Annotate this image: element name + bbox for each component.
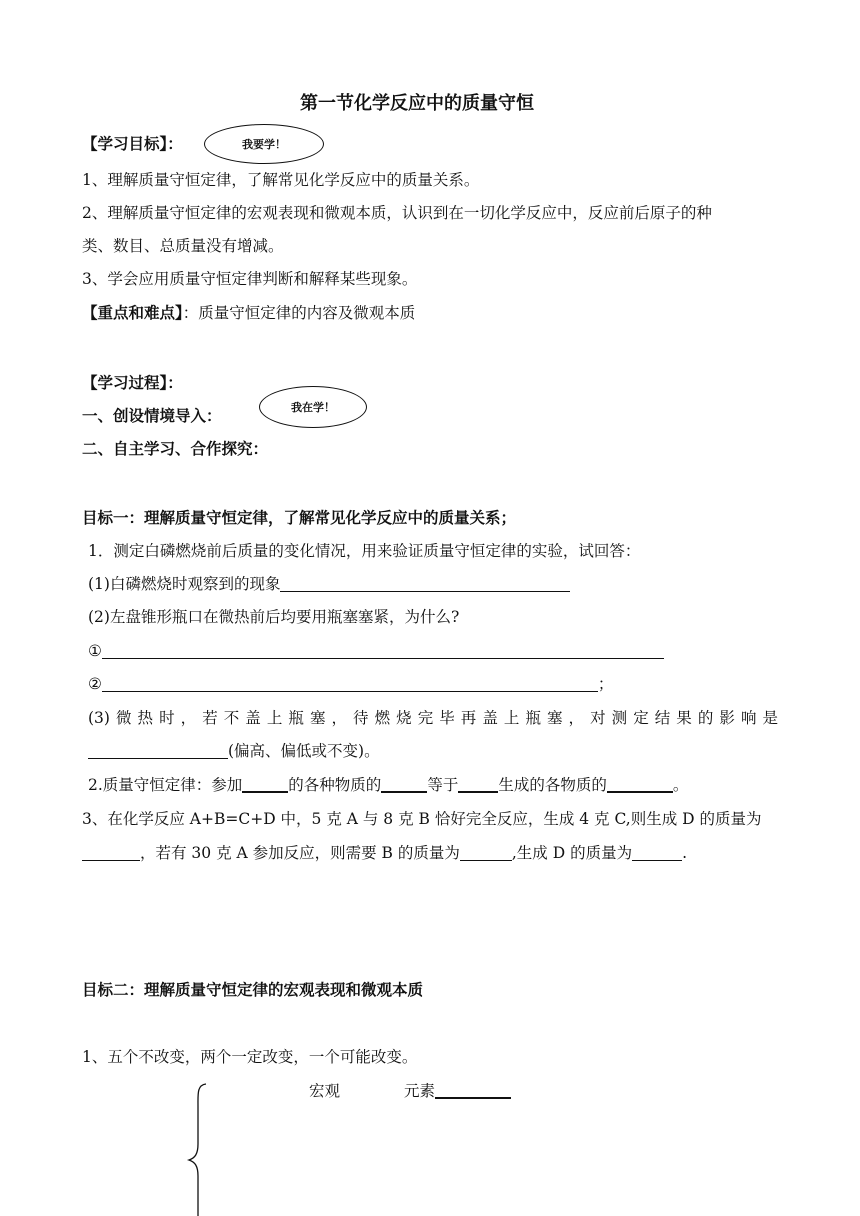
question-2 bbox=[88, 774, 688, 796]
question-1b: (2)左盘锥形瓶口在微热前后均要用瓶塞塞紧，为什么? bbox=[88, 608, 460, 626]
target-2-heading: 目标二：理解质量守恒定律的宏观表现和微观本质 bbox=[82, 981, 424, 999]
curly-brace bbox=[186, 1082, 210, 1216]
q2-part-4: 生成的各物质的 bbox=[498, 776, 607, 794]
target-1-heading: 目标一：理解质量守恒定律，了解常见化学反应中的质量关系； bbox=[82, 509, 517, 527]
question-1a-text: (1)白磷燃烧时观察到的现象 bbox=[88, 575, 281, 593]
semicolon: ； bbox=[597, 675, 614, 693]
process-label: 【学习过程】： bbox=[82, 374, 183, 392]
question-3-line-1: 3、在化学反应 A+B=C+D 中，5 克 A 与 8 克 B 恰好完全反应，生成 4 克 C,则生成 D 的质量为 bbox=[82, 810, 762, 828]
key-points-text: ：质量守恒定律的内容及微观本质 bbox=[182, 304, 416, 322]
q2-part-3: 等于 bbox=[427, 776, 459, 794]
bubble-learning bbox=[259, 386, 367, 428]
question-1b-1 bbox=[88, 640, 664, 662]
q2-part-5: 。 bbox=[672, 776, 689, 794]
answer-blank[interactable] bbox=[102, 675, 598, 692]
question-3-line-2 bbox=[82, 842, 687, 864]
question-1c-options: (偏高、偏低或不变)。 bbox=[228, 742, 380, 760]
macro-label: 宏观 bbox=[309, 1082, 341, 1100]
step-2: 二、自主学习、合作探究： bbox=[82, 440, 269, 458]
question-1b-2 bbox=[88, 673, 613, 695]
goal-item-1: 1、理解质量守恒定律，了解常见化学反应中的质量关系。 bbox=[82, 171, 480, 189]
answer-blank[interactable] bbox=[381, 775, 427, 793]
answer-blank[interactable] bbox=[280, 575, 570, 592]
answer-blank[interactable] bbox=[242, 775, 288, 793]
circled-1: ① bbox=[88, 642, 102, 660]
q3-part-3: . bbox=[682, 844, 688, 862]
answer-blank[interactable] bbox=[460, 844, 512, 861]
q3-part-1: ，若有 30 克 A 参加反应，则需要 B 的质量为 bbox=[140, 844, 460, 862]
bubble-want-to-learn-text: 我要学！ bbox=[242, 138, 286, 151]
step-1: 一、创设情境导入： bbox=[82, 407, 222, 425]
answer-blank[interactable] bbox=[632, 844, 682, 861]
answer-blank[interactable] bbox=[88, 742, 228, 759]
key-points-label: 【重点和难点】 bbox=[82, 304, 183, 322]
question-1-intro: 1．测定白磷燃烧前后质量的变化情况，用来验证质量守恒定律的实验，试回答： bbox=[88, 542, 641, 560]
answer-blank[interactable] bbox=[607, 775, 673, 793]
answer-blank[interactable] bbox=[82, 844, 140, 861]
bubble-learning-text: 我在学！ bbox=[291, 401, 335, 414]
goal-item-2: 2、理解质量守恒定律的宏观表现和微观本质，认识到在一切化学反应中，反应前后原子的种 bbox=[82, 204, 712, 222]
question-1a bbox=[88, 573, 570, 595]
answer-blank[interactable] bbox=[102, 642, 664, 659]
key-points bbox=[82, 302, 415, 324]
page-title: 第一节化学反应中的质量守恒 bbox=[300, 93, 534, 114]
goal-item-3: 3、学会应用质量守恒定律判断和解释某些现象。 bbox=[82, 270, 418, 288]
five-rules: 1、五个不改变，两个一定改变，一个可能改变。 bbox=[82, 1048, 418, 1066]
circled-2: ② bbox=[88, 675, 102, 693]
q2-part-1: 2.质量守恒定律：参加 bbox=[88, 776, 243, 794]
question-1c-cont bbox=[88, 740, 380, 762]
element-label: 元素 bbox=[404, 1082, 436, 1100]
bubble-want-to-learn bbox=[204, 124, 324, 164]
goal-item-2-cont: 类、数目、总质量没有增减。 bbox=[82, 237, 284, 255]
answer-blank[interactable] bbox=[435, 1081, 511, 1099]
q3-part-2: ,生成 D 的质量为 bbox=[511, 844, 633, 862]
q2-part-2: 的各种物质的 bbox=[288, 776, 382, 794]
answer-blank[interactable] bbox=[458, 775, 498, 793]
element-row bbox=[404, 1080, 511, 1102]
goals-label: 【学习目标】： bbox=[82, 135, 183, 153]
question-1c: (3)微热时，若不盖上瓶塞，待燃烧完毕再盖上瓶塞，对测定结果的影响是 bbox=[88, 709, 778, 727]
